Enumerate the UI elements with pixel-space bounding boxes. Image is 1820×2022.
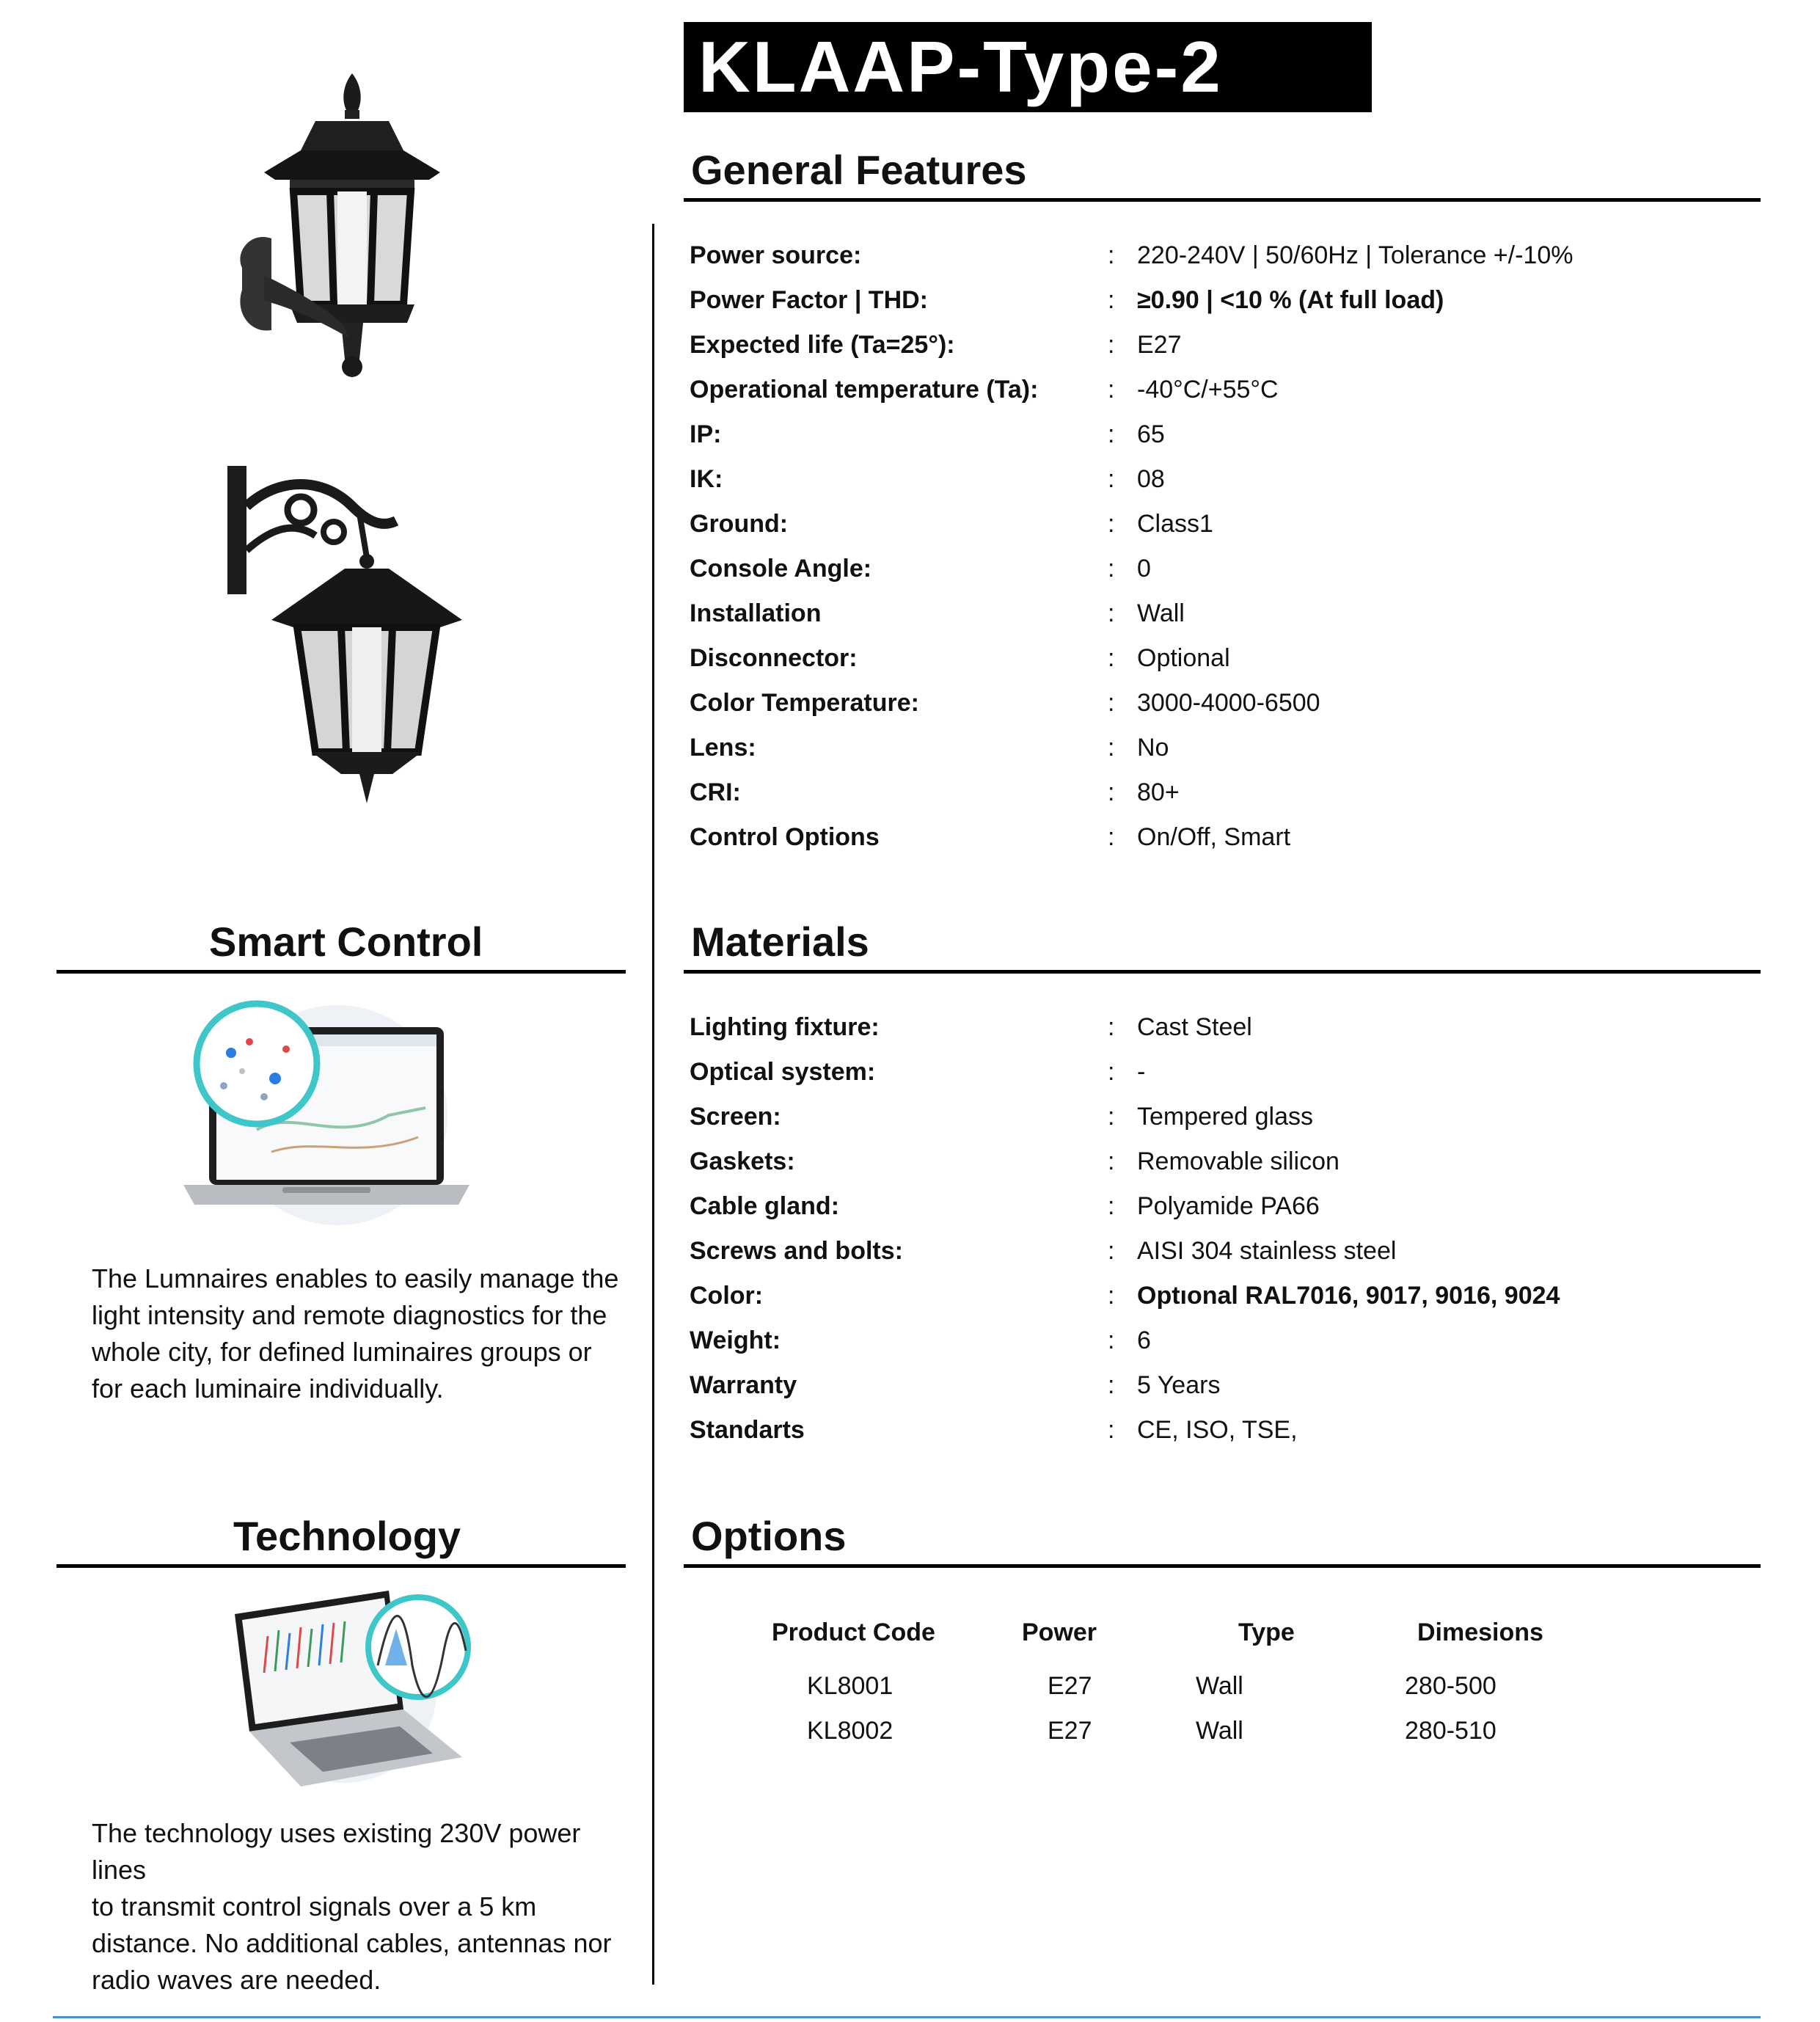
spec-colon: : — [1108, 1416, 1115, 1444]
spec-label: Color: — [690, 1282, 764, 1310]
spec-colon: : — [1108, 1147, 1115, 1175]
spec-colon: : — [1108, 465, 1115, 493]
spec-label: IK: — [690, 465, 723, 493]
options-cell: 280-500 — [1405, 1672, 1496, 1700]
spec-colon: : — [1108, 644, 1115, 672]
spec-colon: : — [1108, 1058, 1115, 1086]
page-title: KLAAP-Type-2 — [698, 26, 1223, 107]
spec-label: Power source: — [690, 241, 862, 269]
options-rule — [684, 1564, 1761, 1568]
spec-value: 3000-4000-6500 — [1137, 689, 1320, 717]
text-line: radio waves are needed. — [92, 1965, 381, 1995]
spec-colon: : — [1108, 1013, 1115, 1041]
spec-label: Console Angle: — [690, 555, 872, 583]
text-line: light intensity and remote diagnostics for the — [92, 1300, 607, 1330]
laptop-map-icon — [169, 998, 491, 1233]
spec-value: Removable silicon — [1137, 1147, 1340, 1175]
spec-value: 65 — [1137, 420, 1165, 448]
options-cell: E27 — [1048, 1672, 1092, 1700]
options-header-type: Type — [1238, 1618, 1295, 1646]
spec-value: Optional — [1137, 644, 1230, 672]
text-line: The technology uses existing 230V power lines — [92, 1818, 581, 1885]
spec-row-installation — [690, 591, 1761, 635]
spec-row-cri — [690, 770, 1761, 814]
spec-value: ≥0.90 | <10 % (At full load) — [1137, 286, 1444, 314]
spec-label: Lens: — [690, 734, 756, 762]
spec-value: 08 — [1137, 465, 1165, 493]
spec-colon: : — [1108, 778, 1115, 806]
spec-label: Screen: — [690, 1103, 781, 1131]
spec-colon: : — [1108, 555, 1115, 583]
spec-row-weight — [690, 1318, 1761, 1362]
spec-label: Ground: — [690, 510, 789, 538]
options-cell: Wall — [1196, 1672, 1243, 1700]
spec-row-expected-life — [690, 323, 1761, 367]
options-cell: 280-510 — [1405, 1717, 1496, 1745]
spec-value: On/Off, Smart — [1137, 823, 1291, 851]
column-divider — [652, 224, 654, 1985]
spec-value: Class1 — [1137, 510, 1213, 538]
materials-rule — [684, 970, 1761, 974]
spec-label: CRI: — [690, 778, 741, 806]
spec-row-disconnector — [690, 636, 1761, 680]
spec-value: 220-240V | 50/60Hz | Tolerance +/-10% — [1137, 241, 1574, 269]
spec-row-gaskets — [690, 1139, 1761, 1183]
spec-colon: : — [1108, 1371, 1115, 1399]
spec-colon: : — [1108, 734, 1115, 762]
text-line: to transmit control signals over a 5 km — [92, 1891, 537, 1921]
spec-value: 80+ — [1137, 778, 1180, 806]
spec-colon: : — [1108, 420, 1115, 448]
text-line: for each luminaire individually. — [92, 1373, 444, 1404]
spec-row-console-angle — [690, 547, 1761, 591]
spec-value: -40°C/+55°C — [1137, 376, 1279, 404]
text-line: distance. No additional cables, antennas nor — [92, 1928, 612, 1958]
spec-row-lighting-fixture — [690, 1005, 1761, 1049]
smart-control-description — [92, 1260, 620, 1407]
spec-value: Tempered glass — [1137, 1103, 1314, 1131]
spec-row-color — [690, 1274, 1761, 1318]
spec-colon: : — [1108, 1237, 1115, 1265]
spec-value: 5 Years — [1137, 1371, 1221, 1399]
spec-label: Installation — [690, 599, 822, 627]
spec-label: Warranty — [690, 1371, 797, 1399]
spec-colon: : — [1108, 241, 1115, 269]
spec-row-power-factor — [690, 278, 1761, 322]
general-features-rule — [684, 198, 1761, 202]
spec-colon: : — [1108, 1326, 1115, 1354]
spec-value: - — [1137, 1058, 1146, 1086]
smart-control-heading: Smart Control — [209, 919, 483, 965]
options-header-power: Power — [1022, 1618, 1097, 1646]
spec-label: Color Temperature: — [690, 689, 919, 717]
spec-value: Optıonal RAL7016, 9017, 9016, 9024 — [1137, 1282, 1560, 1310]
spec-row-screws-bolts — [690, 1229, 1761, 1273]
spec-label: Disconnector: — [690, 644, 858, 672]
spec-value: E27 — [1137, 331, 1182, 359]
spec-label: Gaskets: — [690, 1147, 795, 1175]
spec-label: Lighting fixture: — [690, 1013, 880, 1041]
laptop-signal-icon — [220, 1585, 491, 1797]
spec-value: Polyamide PA66 — [1137, 1192, 1320, 1220]
technology-rule — [56, 1564, 626, 1568]
options-heading: Options — [691, 1513, 847, 1559]
options-header-dimensions: Dimesions — [1417, 1618, 1543, 1646]
spec-row-ground — [690, 502, 1761, 546]
spec-value: 0 — [1137, 555, 1151, 583]
spec-row-screen — [690, 1095, 1761, 1139]
spec-row-lens — [690, 726, 1761, 770]
options-cell: KL8001 — [807, 1672, 893, 1700]
spec-row-operational-temperature — [690, 368, 1761, 412]
materials-heading: Materials — [691, 919, 869, 965]
spec-row-ip — [690, 412, 1761, 456]
spec-colon: : — [1108, 1103, 1115, 1131]
general-features-heading: General Features — [691, 147, 1027, 193]
wall-lantern-upright-icon — [220, 70, 469, 385]
spec-colon: : — [1108, 376, 1115, 404]
technology-heading: Technology — [233, 1513, 461, 1559]
spec-row-ik — [690, 457, 1761, 501]
spec-label: Operational temperature (Ta): — [690, 376, 1039, 404]
text-line: whole city, for defined luminaires groups or — [92, 1337, 592, 1367]
spec-row-cable-gland — [690, 1184, 1761, 1228]
spec-label: Screws and bolts: — [690, 1237, 903, 1265]
spec-label: Power Factor | THD: — [690, 286, 928, 314]
spec-colon: : — [1108, 1192, 1115, 1220]
spec-value: No — [1137, 734, 1169, 762]
text-line: The Lumnaires enables to easily manage the — [92, 1263, 619, 1293]
spec-label: Expected life (Ta=25°): — [690, 331, 955, 359]
wall-lantern-hanging-icon — [220, 462, 469, 807]
spec-value: 6 — [1137, 1326, 1151, 1354]
spec-row-warranty — [690, 1363, 1761, 1407]
spec-row-color-temperature — [690, 681, 1761, 725]
spec-label: Control Options — [690, 823, 880, 851]
spec-colon: : — [1108, 331, 1115, 359]
spec-row-control-options — [690, 815, 1761, 859]
spec-label: Optical system: — [690, 1058, 876, 1086]
title-banner — [684, 22, 1372, 112]
spec-value: CE, ISO, TSE, — [1137, 1416, 1298, 1444]
spec-row-standarts — [690, 1408, 1761, 1452]
options-cell: Wall — [1196, 1717, 1243, 1745]
options-cell: KL8002 — [807, 1717, 893, 1745]
smart-control-rule — [56, 970, 626, 974]
spec-row-power-source — [690, 233, 1761, 277]
spec-colon: : — [1108, 1282, 1115, 1310]
spec-value: Cast Steel — [1137, 1013, 1252, 1041]
spec-row-optical-system — [690, 1050, 1761, 1094]
spec-colon: : — [1108, 286, 1115, 314]
technology-description — [92, 1815, 620, 1999]
spec-value: AISI 304 stainless steel — [1137, 1237, 1397, 1265]
spec-value: Wall — [1137, 599, 1185, 627]
spec-colon: : — [1108, 510, 1115, 538]
spec-colon: : — [1108, 689, 1115, 717]
spec-label: Weight: — [690, 1326, 781, 1354]
spec-label: Standarts — [690, 1416, 805, 1444]
spec-label: Cable gland: — [690, 1192, 840, 1220]
options-cell: E27 — [1048, 1717, 1092, 1745]
spec-label: IP: — [690, 420, 722, 448]
spec-colon: : — [1108, 823, 1115, 851]
spec-colon: : — [1108, 599, 1115, 627]
footer-rule — [53, 2016, 1761, 2018]
options-header-product-code: Product Code — [772, 1618, 935, 1646]
